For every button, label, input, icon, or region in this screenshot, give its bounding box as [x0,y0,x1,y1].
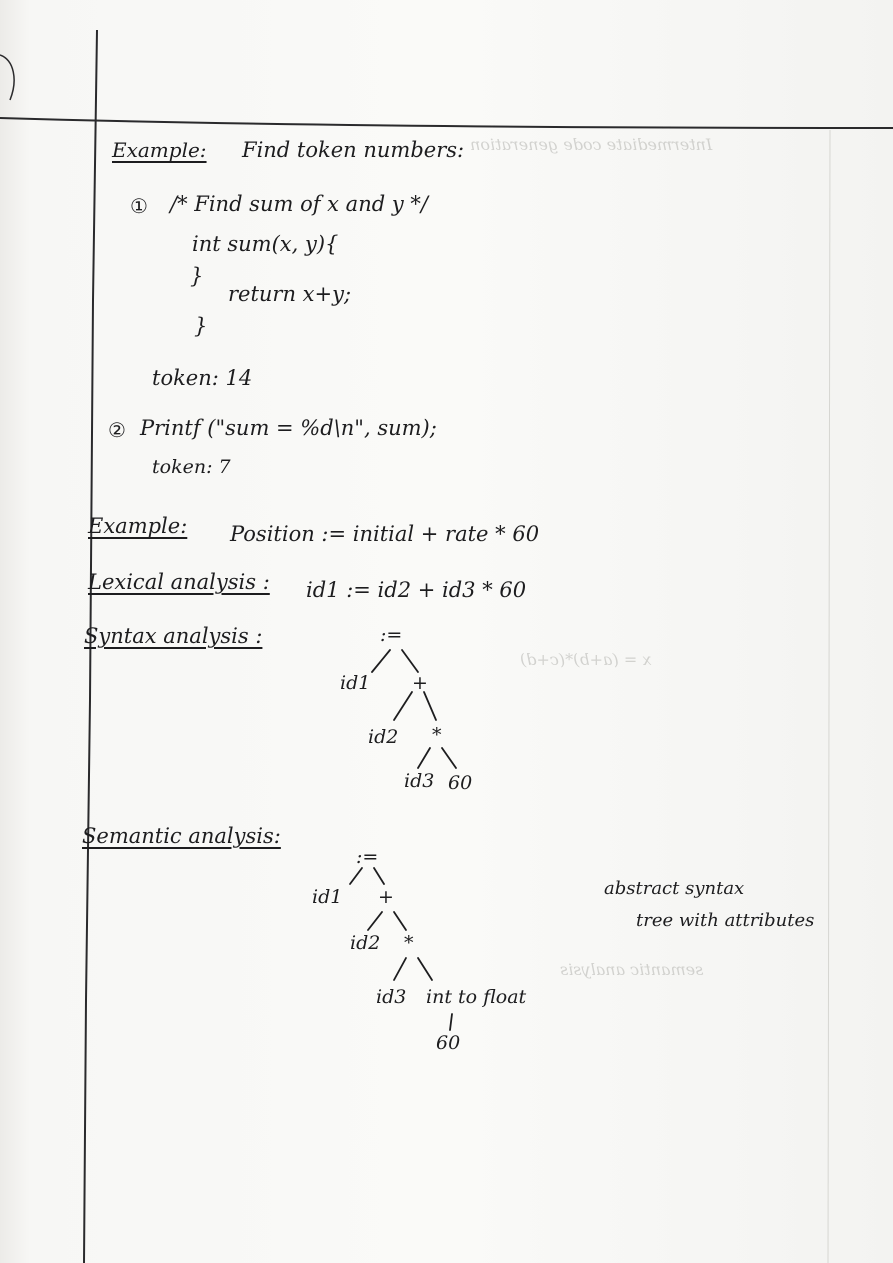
example-heading: Example: [112,138,207,162]
syntax-analysis-label: Syntax analysis : [84,624,263,648]
semantic-tree-node-60: 60 [436,1032,461,1054]
tree-note-line1: abstract syntax [604,878,745,899]
tree-note-line2: tree with attributes [636,910,815,931]
code-printf-line: Printf ("sum = %d\n", sum); [140,416,437,440]
code-function-signature: int sum(x, y){ [192,232,339,256]
bleed-through-text: semantic analysis [560,960,704,979]
semantic-tree-root: := [356,846,379,868]
semantic-analysis-label: Semantic analysis: [82,824,281,848]
case-marker: ② [108,418,126,442]
code-brace: } [190,264,204,288]
code-closing-brace: } [194,314,208,338]
case-marker: ① [130,194,148,218]
syntax-tree-node-star: * [432,724,442,746]
semantic-tree-node-id1: id1 [312,886,343,908]
semantic-tree-node-plus: + [378,886,394,908]
assignment-statement: Position := initial + rate * 60 [230,522,540,546]
syntax-tree-node-id1: id1 [340,672,371,694]
bleed-through-text: x = (a+b)*(c+d) [520,650,652,669]
example-title: Find token numbers: [242,138,465,162]
token-count: token: 7 [152,456,231,478]
syntax-tree-node-id2: id2 [368,726,399,748]
semantic-tree-node-star: * [404,932,414,954]
semantic-tree-node-id2: id2 [350,932,381,954]
syntax-tree-node-id3: id3 [404,770,435,792]
syntax-tree-node-60: 60 [448,772,473,794]
bleed-through-text: Intermediate code generation [470,135,713,154]
token-count: token: 14 [152,366,253,390]
syntax-tree-node-plus: + [412,672,428,694]
semantic-tree-node-id3: id3 [376,986,407,1008]
semantic-tree-node-int-to-float: int to float [426,986,527,1008]
example-heading: Example: [88,514,188,538]
lexical-analysis-label: Lexical analysis : [88,570,270,594]
code-return-line: return x+y; [228,282,352,306]
lexical-analysis-output: id1 := id2 + id3 * 60 [306,578,527,602]
code-comment-line: /* Find sum of x and y */ [170,192,428,216]
syntax-tree-root: := [380,624,403,646]
